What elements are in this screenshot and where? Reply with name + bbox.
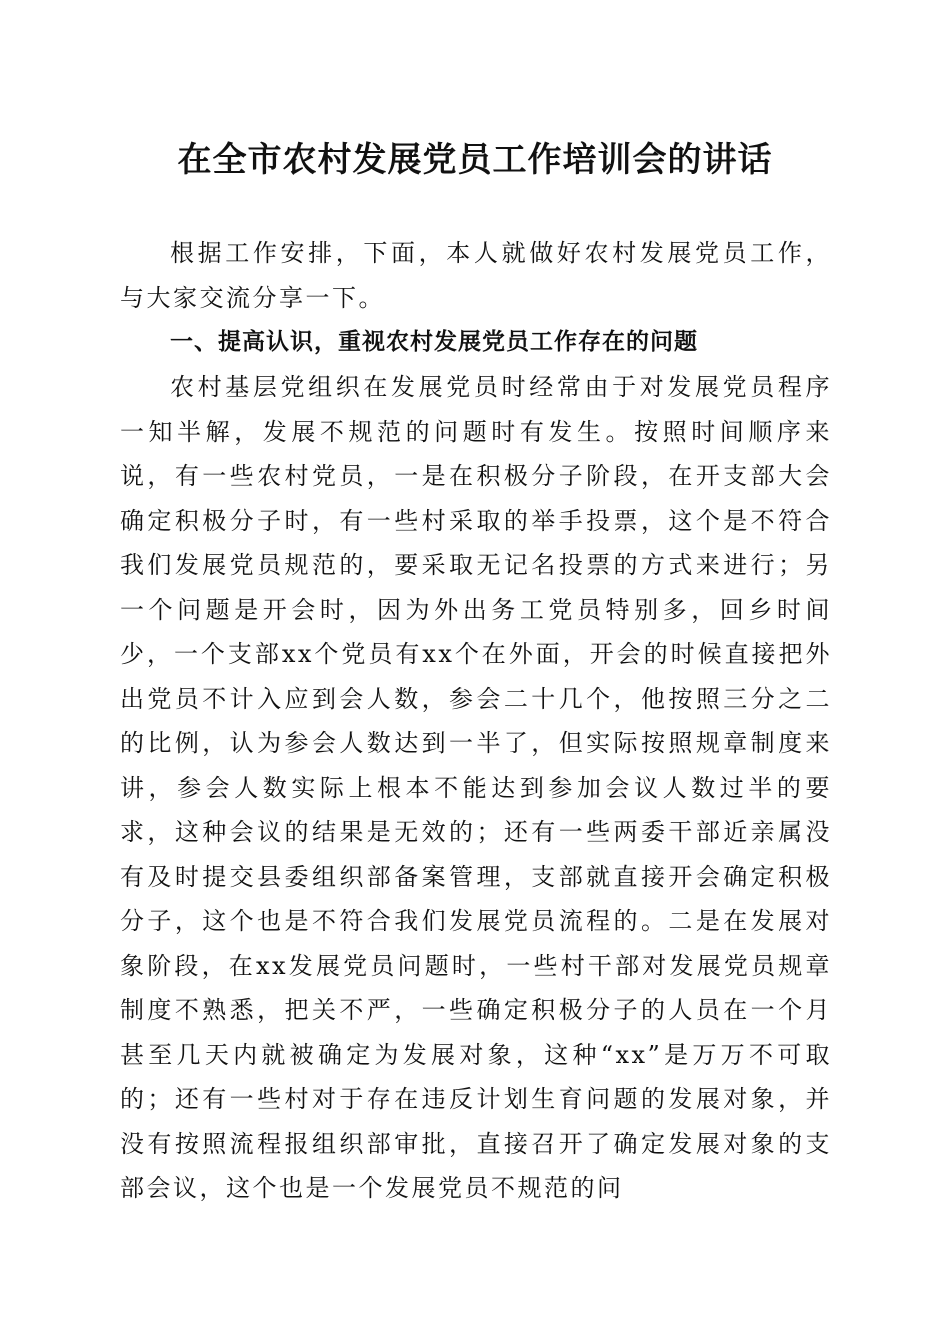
intro-paragraph: 根据工作安排，下面，本人就做好农村发展党员工作，与大家交流分享一下。	[120, 239, 832, 312]
section-heading-1: 一、提高认识，重视农村发展党员工作存在的问题	[170, 329, 698, 355]
section-1-paragraph: 农村基层党组织在发展党员时经常由于对发展党员程序一知半解，发展不规范的问题时有发生。按照时间顺序来说，有一些农村党员，一是在积极分子阶段，在开支部大会确定积极分子时，有一些村采取的举手投票，这个是不符合我们发展党员规范的，要采取无记名投票的方式来进行；另一个问题是开会时，因为外出务工党员特别多，回乡时间少，一个支部xx个党员有xx个在外面，开会的时候直接把外出党员不计入应到会人数，参会二十几个，他按照三分之二的比例，认为参会人数达到一半了，但实际按照规章制度来讲，参会人数实际上根本不能达到参加会议人数过半的要求，这种会议的结果是无效的；还有一些两委干部近亲属没有及时提交县委组织部备案管理，支部就直接开会确定积极分子，这个也是不符合我们发展党员流程的。二是在发展对象阶段，在xx发展党员问题时，一些村干部对发展党员规章制度不熟悉，把关不严，一些确定积极分子的人员在一个月甚至几天内就被确定为发展对象，这种“xx”是万万不可取的；还有一些村对于存在违反计划生育问题的发展对象，并没有按照流程报组织部审批，直接召开了确定发展对象的支部会议，这个也是一个发展党员不规范的问	[120, 373, 832, 1202]
document-title: 在全市农村发展党员工作培训会的讲话	[177, 140, 773, 180]
